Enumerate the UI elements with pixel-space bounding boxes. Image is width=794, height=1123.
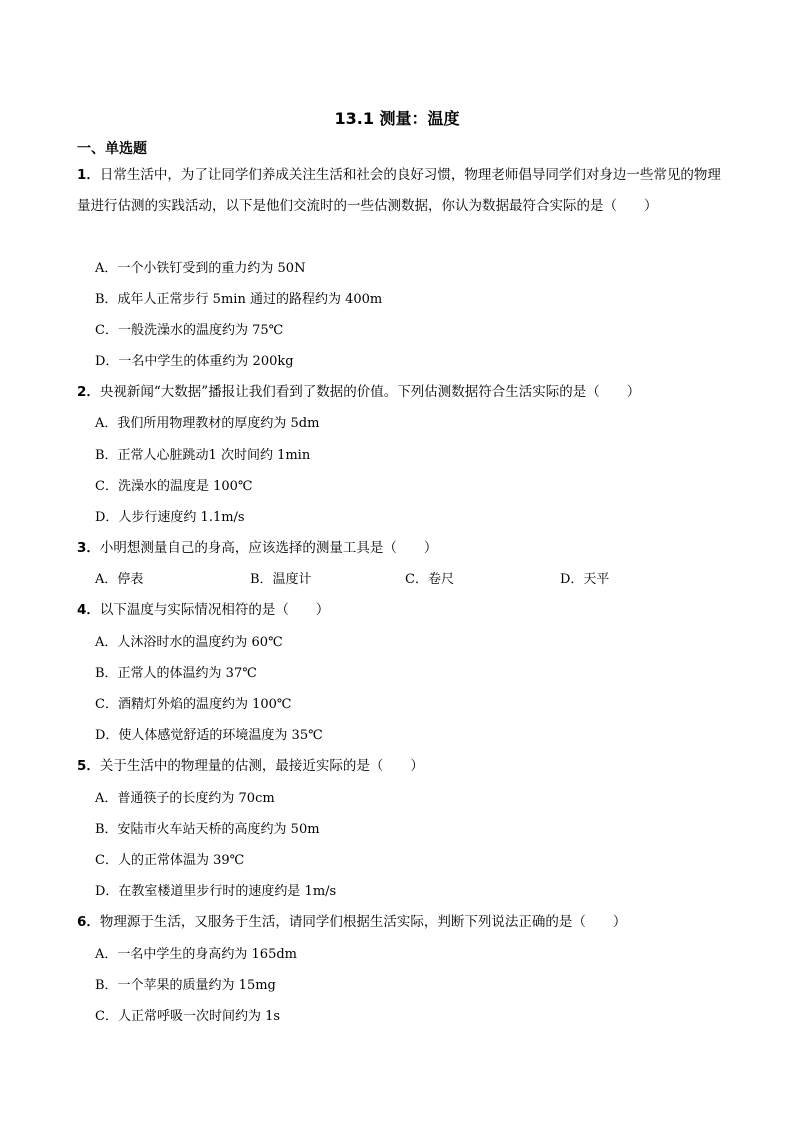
option-3d: D．天平: [560, 572, 610, 587]
question-text: 央视新闻“大数据”播报让我们看到了数据的价值。下列估测数据符合生活实际的是（ ）: [99, 384, 641, 400]
option-1b: B．成年人正常步行 5min 通过的路程约为 400m: [95, 292, 383, 307]
option-1d: D．一名中学生的体重约为 200kg: [95, 354, 294, 369]
question-1: [77, 160, 727, 222]
question-3: [77, 533, 727, 564]
option-1a: A．一个小铁钉受到的重力约为 50N: [95, 261, 306, 276]
option-3c: C．卷尺: [405, 572, 454, 587]
option-2d: D．人步行速度约 1.1m/s: [95, 510, 245, 525]
question-number: 2．: [77, 384, 100, 400]
option-4b: B．正常人的体温约为 37℃: [95, 666, 257, 681]
option-4a: A．人沐浴时水的温度约为 60℃: [95, 635, 283, 650]
question-4: [77, 595, 727, 626]
option-5c: C．人的正常体温为 39℃: [95, 853, 245, 868]
option-1c: C．一般洗澡水的温度约为 75℃: [95, 323, 284, 338]
document-title: 13.1 测量：温度: [334, 109, 460, 128]
option-2b: B．正常人心脏跳动1 次时间约 1min: [95, 448, 311, 463]
option-5b: B．安陆市火车站天桥的高度约为 50m: [95, 822, 320, 837]
question-2: [77, 377, 727, 408]
option-2c: C．洗澡水的温度是 100℃: [95, 479, 253, 494]
option-6c: C．人正常呼吸一次时间约为 1s: [95, 1009, 281, 1024]
option-6b: B．一个苹果的质量约为 15mg: [95, 978, 276, 993]
question-text: 小明想测量自己的身高，应该选择的测量工具是（ ）: [99, 540, 438, 556]
question-number: 3．: [77, 540, 100, 556]
question-5: [77, 751, 727, 782]
option-6a: A．一名中学生的身高约为 165dm: [95, 947, 297, 962]
option-3b: B．温度计: [250, 572, 312, 587]
option-3a: A．停表: [95, 572, 144, 587]
option-row-3: [95, 570, 715, 590]
question-text: 以下温度与实际情况相符的是（ ）: [99, 602, 330, 618]
question-number: 4．: [77, 602, 100, 618]
section-heading: 一、单选题: [77, 141, 147, 157]
question-number: 1．: [77, 167, 100, 183]
option-2a: A．我们所用物理教材的厚度约为 5dm: [95, 416, 320, 431]
option-4c: C．酒精灯外焰的温度约为 100℃: [95, 697, 292, 712]
question-text: 日常生活中，为了让同学们养成关注生活和社会的良好习惯，物理老师倡导同学们对身边一些常见的物理量进行估测的实践活动，以下是他们交流时的一些估测数据，你认为数据最符合实际的是（ ）: [77, 167, 721, 214]
question-text: 物理源于生活，又服务于生活，请同学们根据生活实际，判断下列说法正确的是（ ）: [99, 914, 627, 930]
option-5d: D．在教室楼道里步行时的速度约是 1m/s: [95, 884, 337, 899]
question-number: 5．: [77, 758, 100, 774]
question-6: [77, 907, 727, 938]
question-text: 关于生活中的物理量的估测，最接近实际的是（ ）: [99, 758, 424, 774]
question-number: 6．: [77, 914, 100, 930]
option-5a: A．普通筷子的长度约为 70cm: [95, 791, 275, 806]
option-4d: D．使人体感觉舒适的环境温度为 35℃: [95, 728, 323, 743]
